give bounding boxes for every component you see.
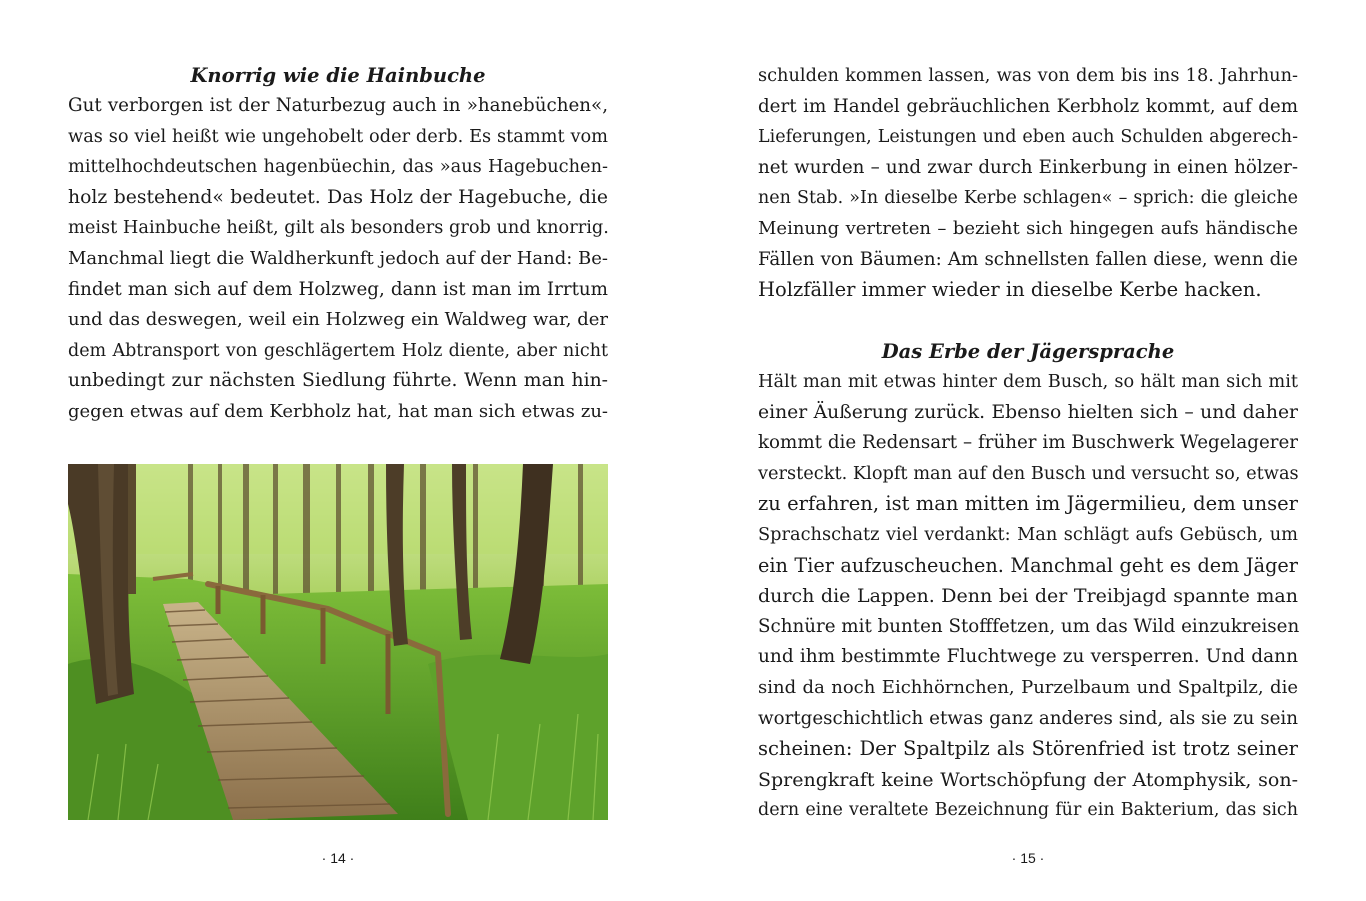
text-line: versteckt. Klopft man auf den Busch und versucht so, etwas	[758, 463, 1299, 484]
text-line: Manchmal liegt die Waldherkunft jedoch auf der Hand: Be-	[68, 247, 608, 269]
text-line: Schnüre mit bunten Stofffetzen, um das Wild einzukreisen	[758, 615, 1300, 637]
right-body-text-bottom	[758, 367, 1298, 826]
text-line: dern eine veraltete Bezeichnung für ein Bakterium, das sich	[758, 800, 1298, 821]
text-line: und ihm bestimmte Fluchtwege zu versperren. Und dann	[758, 646, 1298, 668]
page-number-right: · 15 ·	[1011, 850, 1045, 866]
section-heading-hainbuche: Knorrig wie die Hainbuche	[190, 64, 486, 87]
text-line: schulden kommen lassen, was von dem bis ins 18. Jahrhun-	[758, 66, 1298, 86]
text-line: ein Tier aufzuscheuchen. Manchmal geht es dem Jäger	[758, 553, 1298, 577]
text-line: Sprengkraft keine Wortschöpfung der Atomphysik, son-	[758, 768, 1298, 791]
right-body-text-top	[758, 61, 1298, 306]
section-heading-jaegersprache: Das Erbe der Jägersprache	[881, 340, 1175, 363]
text-line: wortgeschichtlich etwas ganz anderes sind, als sie zu sein	[758, 707, 1298, 729]
text-line: dert im Handel gebräuchlichen Kerbholz kommt, auf dem	[758, 95, 1298, 117]
text-line: Fällen von Bäumen: Am schnellsten fallen diese, wenn die	[758, 248, 1298, 270]
text-line: Meinung vertreten – bezieht sich hingegen aufs händische	[758, 217, 1298, 239]
text-line: Sprachschatz viel verdankt: Man schlägt aufs Gebüsch, um	[758, 524, 1298, 545]
text-line: Holzfäller immer wieder in dieselbe Kerbe hacken.	[758, 278, 1262, 302]
text-line: nen Stab. »In dieselbe Kerbe schlagen« – sprich: die gleiche	[758, 188, 1298, 209]
page-number-left: · 14 ·	[321, 850, 355, 866]
text-line: Gut verborgen ist der Naturbezug auch in »hanebüchen«,	[68, 95, 608, 116]
text-line: Lieferungen, Leistungen und eben auch Schulden abgerech-	[758, 127, 1298, 148]
text-line: findet man sich auf dem Holzweg, dann ist man im Irrtum	[68, 278, 608, 300]
text-line: scheinen: Der Spaltpilz als Störenfried ist trotz seiner	[758, 737, 1298, 761]
text-line: holz bestehend« bedeutet. Das Holz der Hagebuche, die	[68, 186, 608, 208]
text-line: und das deswegen, weil ein Holzweg ein Waldweg war, der	[68, 309, 608, 331]
text-line: dem Abtransport von geschlägertem Holz diente, aber nicht	[68, 340, 608, 361]
text-line: kommt die Redensart – früher im Buschwerk Wegelagerer	[758, 432, 1298, 454]
forest-boardwalk-photo	[68, 464, 608, 820]
text-line: mittelhochdeutschen hagenbüechin, das »aus Hagebuchen-	[68, 157, 608, 178]
text-line: einer Äußerung zurück. Ebenso hielten sich – und daher	[758, 401, 1298, 423]
right-page	[683, 0, 1366, 901]
text-line: Hält man mit etwas hinter dem Busch, so hält man sich mit	[758, 372, 1298, 392]
text-line: sind da noch Eichhörnchen, Purzelbaum und Spaltpilz, die	[758, 676, 1298, 698]
left-body-text	[68, 91, 608, 428]
text-line: unbedingt zur nächsten Siedlung führte. Wenn man hin-	[68, 370, 608, 392]
text-line: gegen etwas auf dem Kerbholz hat, hat man sich etwas zu-	[68, 400, 608, 422]
text-line: durch die Lappen. Denn bei der Treibjagd spannte man	[758, 585, 1298, 608]
text-line: zu erfahren, ist man mitten im Jägermilieu, dem unser	[758, 492, 1298, 516]
text-line: was so viel heißt wie ungehobelt oder derb. Es stammt vom	[68, 126, 608, 147]
text-line: meist Hainbuche heißt, gilt als besonders grob und knorrig.	[68, 218, 609, 239]
text-line: net wurden – und zwar durch Einkerbung in einen hölzer-	[758, 156, 1298, 178]
